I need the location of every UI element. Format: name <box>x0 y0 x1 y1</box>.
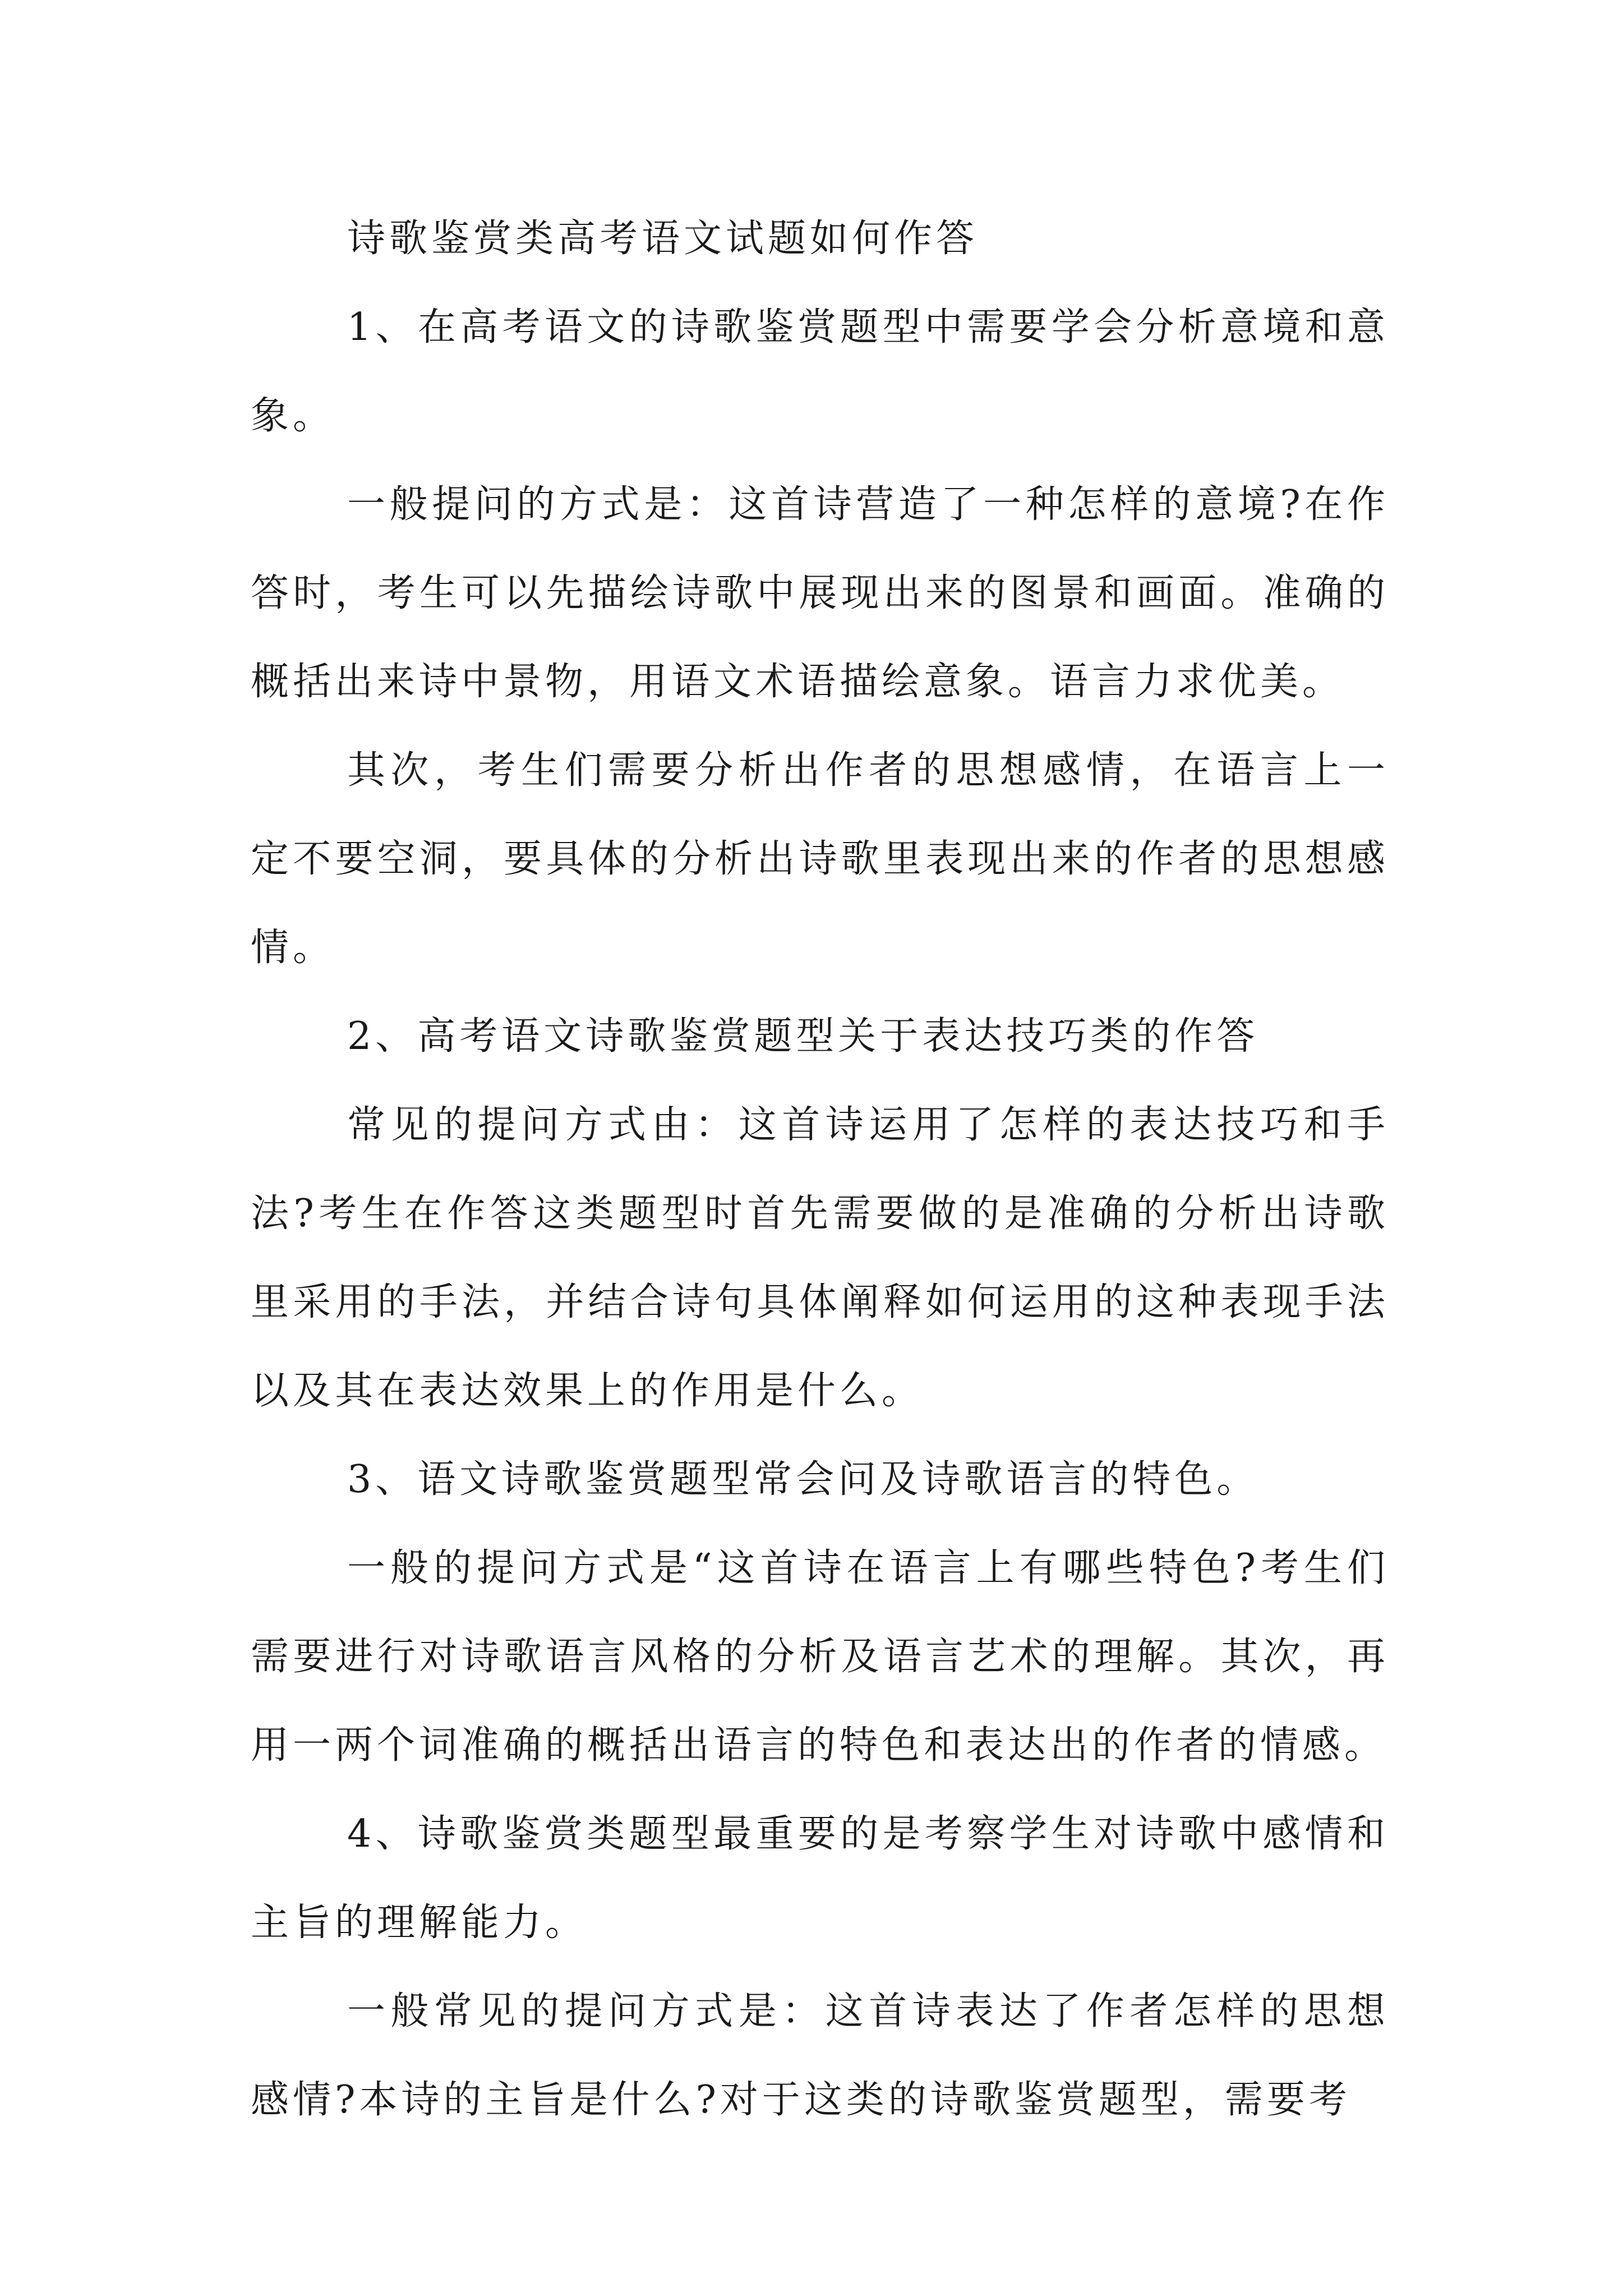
paragraph: 其次，考生们需要分析出作者的思想感情，在语言上一定不要空洞，要具体的分析出诗歌里表现出来的作者的思想感情。 <box>251 748 1389 970</box>
paragraph: 一般的提问方式是“这首诗在语言上有哪些特色?考生们需要进行对诗歌语言风格的分析及语言艺术的理解。其次，再用一两个词准确的概括出语言的特色和表达出的作者的情感。 <box>251 1546 1389 1768</box>
document-title: 诗歌鉴赏类高考语文试题如何作答 <box>347 217 979 261</box>
paragraph: 一般常见的提问方式是：这首诗表达了作者怎样的思想感情?本诗的主旨是什么?对于这类的诗歌鉴赏题型，需要考 <box>251 1989 1389 2122</box>
paragraph: 一般提问的方式是：这首诗营造了一种怎样的意境?在作答时，考生可以先描绘诗歌中展现出来的图景和画面。准确的概括出来诗中景物，用语文术语描绘意象。语言力求优美。 <box>251 482 1389 704</box>
paragraph: 3、语文诗歌鉴赏题型常会问及诗歌语言的特色。 <box>347 1457 1259 1502</box>
paragraph: 2、高考语文诗歌鉴赏题型关于表达技巧类的作答 <box>347 1014 1259 1059</box>
paragraph: 常见的提问方式由：这首诗运用了怎样的表达技巧和手法?考生在作答这类题型时首先需要做的是准确的分析出诗歌里采用的手法，并结合诗句具体阐释如何运用的这种表现手法以及其在表达效果上的作用是什么。 <box>251 1103 1389 1413</box>
document-body <box>251 195 1389 2145</box>
paragraph: 1、在高考语文的诗歌鉴赏题型中需要学会分析意境和意象。 <box>251 305 1389 438</box>
paragraph: 4、诗歌鉴赏类题型最重要的是考察学生对诗歌中感情和主旨的理解能力。 <box>251 1812 1389 1945</box>
